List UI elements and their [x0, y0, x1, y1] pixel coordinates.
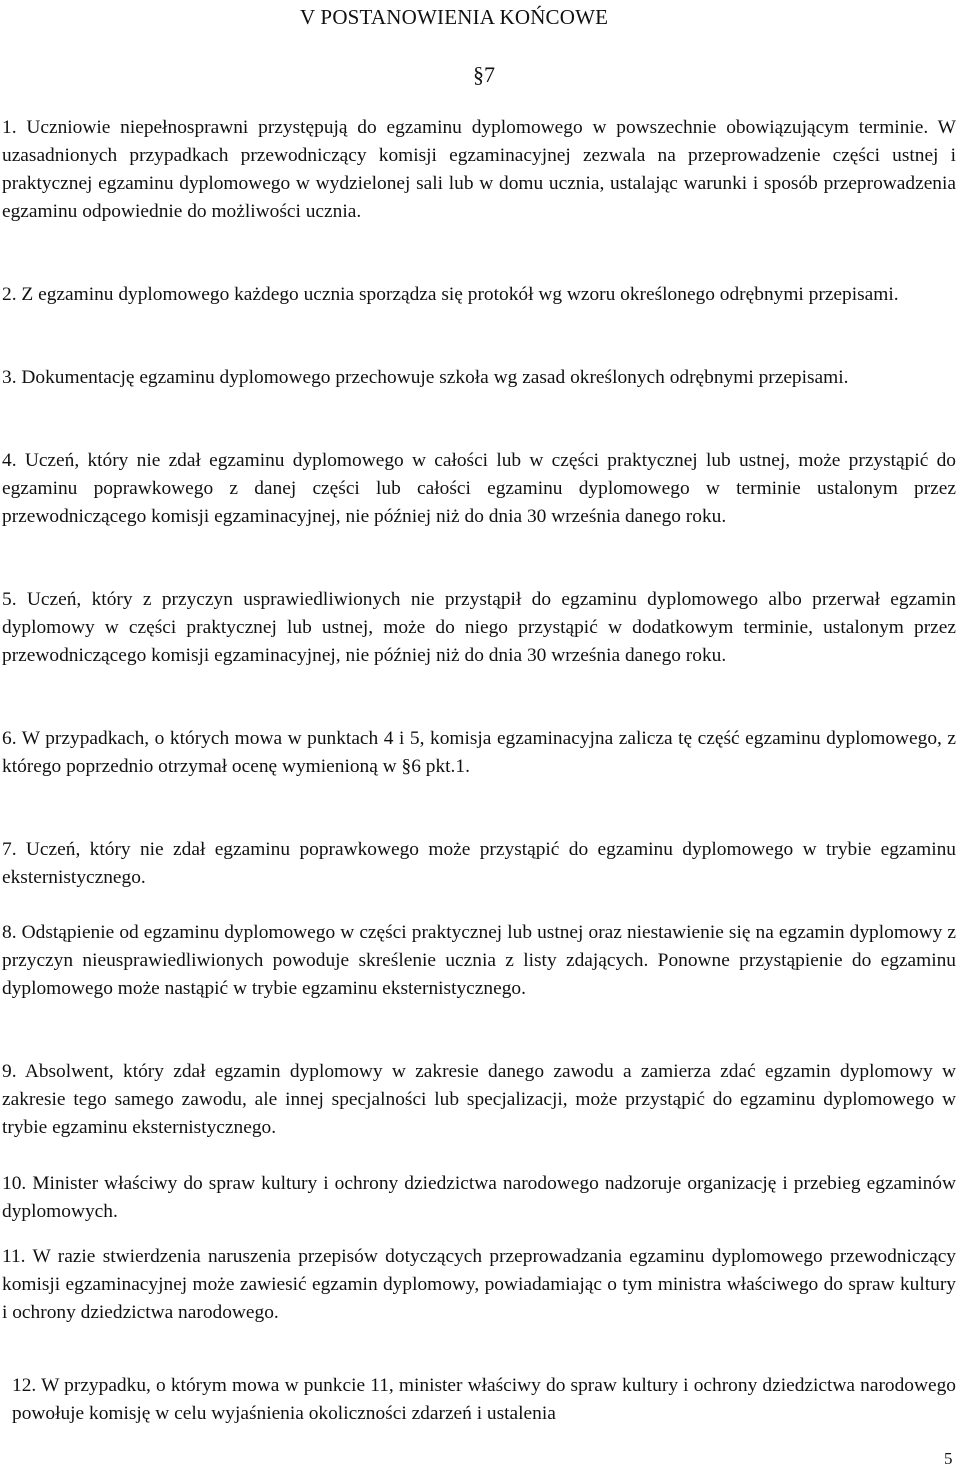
paragraph-number: 12. [12, 1375, 37, 1396]
paragraph-5 [2, 586, 956, 670]
chapter-title: V POSTANOWIENIA KOŃCOWE [300, 5, 609, 29]
paragraph-text: Dokumentację egzaminu dyplomowego przechowuje szkoła wg zasad określonych odrębnymi przepisami. [21, 367, 849, 388]
paragraph-number: 3. [2, 367, 17, 388]
paragraph-8 [2, 919, 956, 1003]
paragraph-2 [2, 281, 956, 309]
paragraph-text: W przypadku, o którym mowa w punkcie 11, minister właściwy do spraw kultury i ochrony dziedzictwa narodowego powołuje komisję w celu wyjaśnienia okoliczności zdarzeń i ustalenia [12, 1375, 957, 1424]
paragraph-text: Absolwent, który zdał egzamin dyplomowy w zakresie danego zawodu a zamierza zdać egzamin dyplomowy w zakresie tego samego zawodu, ale innej specjalności lub specjalizacji, może przystąpić do egzaminu dyplomowego w trybie egzaminu eksternistycznego. [2, 1061, 956, 1138]
paragraph-number: 9. [2, 1061, 17, 1082]
paragraph-number: 10. [2, 1173, 27, 1194]
paragraph-text: Uczeń, który nie zdał egzaminu poprawkowego może przystąpić do egzaminu dyplomowego w trybie egzaminu eksternistycznego. [2, 839, 956, 888]
paragraph-number: 6. [2, 728, 17, 749]
paragraph-number: 4. [2, 450, 17, 471]
paragraph-4 [2, 447, 956, 531]
paragraph-3 [2, 364, 956, 392]
paragraph-11 [2, 1243, 956, 1327]
paragraph-7 [2, 836, 956, 892]
paragraph-1 [2, 114, 956, 226]
paragraph-9 [2, 1058, 956, 1142]
paragraph-text: Uczeń, który z przyczyn usprawiedliwionych nie przystąpił do egzaminu dyplomowego albo przerwał egzamin dyplomowy w części praktycznej lub ustnej, może do niego przystąpić w dodatkowym terminie, ustalonym przez przewodniczącego komisji egzaminacyjnej, nie później niż do dnia 30 września danego roku. [2, 589, 956, 666]
paragraph-number: 1. [2, 117, 17, 138]
paragraph-10 [2, 1170, 956, 1226]
paragraph-text: Uczniowie niepełnosprawni przystępują do egzaminu dyplomowego w powszechnie obowiązującym terminie. W uzasadnionych przypadkach przewodniczący komisji egzaminacyjnej zezwala na przeprowadzenie części ustnej i praktycznej egzaminu dyplomowego w wydzielonej sali lub w domu ucznia, ustalając warunki i sposób przeprowadzenia egzaminu odpowiednie do możliwości ucznia. [2, 117, 956, 222]
paragraph-number: 11. [2, 1246, 26, 1267]
paragraph-text: Minister właściwy do spraw kultury i ochrony dziedzictwa narodowego nadzoruje organizację i przebieg egzaminów dyplomowych. [2, 1173, 956, 1222]
paragraph-6 [2, 725, 956, 781]
paragraph-text: W przypadkach, o których mowa w punktach 4 i 5, komisja egzaminacyjna zalicza tę część egzaminu dyplomowego, z którego poprzednio otrzymał ocenę wymienioną w §6 pkt.1. [2, 728, 957, 777]
paragraph-number: 7. [2, 839, 17, 860]
paragraph-number: 5. [2, 589, 17, 610]
paragraph-12 [12, 1372, 956, 1428]
paragraph-text: W razie stwierdzenia naruszenia przepisów dotyczących przeprowadzania egzaminu dyplomowego przewodniczący komisji egzaminacyjnej może zawiesić egzamin dyplomowy, powiadamiając o tym ministra właściwego do spraw kultury i ochrony dziedzictwa narodowego. [2, 1246, 956, 1323]
paragraph-text: Uczeń, który nie zdał egzaminu dyplomowego w całości lub w części praktycznej lub ustnej, może przystąpić do egzaminu poprawkowego z danej części lub całości egzaminu dyplomowego w terminie ustalonym przez przewodniczącego komisji egzaminacyjnej, nie później niż do dnia 30 września danego roku. [2, 450, 956, 527]
page-number: 5 [944, 1449, 953, 1468]
paragraph-text: Odstąpienie od egzaminu dyplomowego w części praktycznej lub ustnej oraz niestawienie się na egzamin dyplomowy z przyczyn nieusprawiedliwionych powoduje skreślenie ucznia z listy zdających. Ponowne przystąpienie do egzaminu dyplomowego może nastąpić w trybie egzaminu eksternistycznego. [2, 922, 956, 999]
paragraph-text: Z egzaminu dyplomowego każdego ucznia sporządza się protokół wg wzoru określonego odrębnymi przepisami. [21, 284, 899, 305]
paragraph-number: 2. [2, 284, 17, 305]
paragraph-number: 8. [2, 922, 17, 943]
section-marker: §7 [473, 62, 495, 87]
